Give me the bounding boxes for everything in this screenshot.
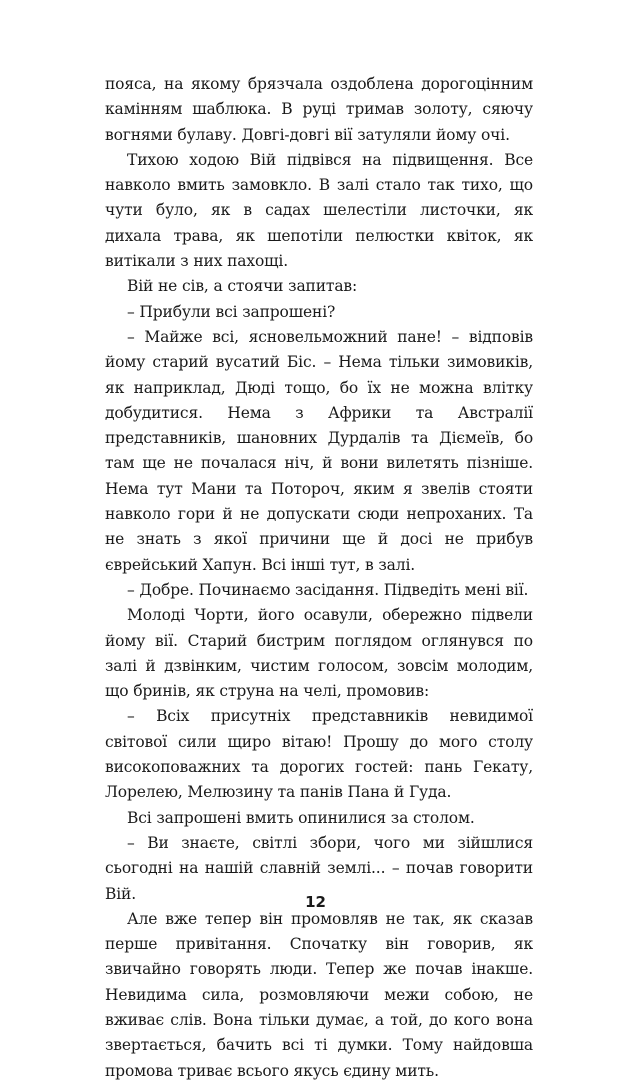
paragraph: – Ви знаєте, світлі збори, чого ми зійшлися сьогодні на нашій славній землі... – почав говорити Вій.	[105, 833, 533, 903]
paragraph: – Прибули всі запрошені?	[127, 302, 336, 321]
paragraph: Тихою ходою Вій підвівся на підвищення. Все навколо вмить замовкло. В залі стало так тихо, що чути було, як в садах шелестіли листочки, як дихала трава, як шепотіли пелюстки квіток, як витікали з них пахощі.	[105, 150, 533, 271]
paragraph: – Всіх присутніх представників невидимої світової сили щиро вітаю! Прошу до мого столу високоповажних та дорогих гостей: пань Гекату, Лорелею, Мелюзину та панів Пана й Гуда.	[105, 707, 533, 802]
paragraph: Всі запрошені вмить опинилися за столом.	[127, 808, 475, 827]
paragraph: – Добре. Починаємо засідання. Підведіть мені вії.	[127, 580, 529, 599]
paragraph: Молоді Чорти, його осавули, обережно підвели йому вії. Старий бистрим поглядом оглянувся по залі й дзвінким, чистим голосом, зовсім молодим, що бринів, як струна на челі, промовив:	[105, 606, 533, 701]
paragraph: – Майже всі, ясновельможний пане! – відповів йому старий вусатий Біс. – Нема тільки зимовиків, як наприклад, Дюді тощо, бо їх не можна влітку добудитися. Нема з Африки та Австралії представників, шановних Дурдалів та Діємеїв, бо там ще не почалася ніч, й вони вилетять пізніше. Нема тут Мани та Потороч, яким я звелів стояти навколо гори й не допускати сюди непроханих. Та не знать з якої причини ще й досі не прибув єврейський Хапун. Всі інші тут, в залі.	[105, 327, 533, 574]
body-text	[105, 72, 533, 1084]
paragraph: Вій не сів, а стоячи запитав:	[127, 277, 358, 296]
page-number: 12	[305, 893, 326, 911]
paragraph: Але вже тепер він промовляв не так, як сказав перше привітання. Спочатку він говорив, як звичайно говорять люди. Тепер же почав інакше. Невидима сила, розмовляючи межи собою, не вживає слів. Вона тільки думає, а той, до кого вона звертається, бачить всі ті думки. Тому найдовша промова триває всього якусь єдину мить.	[105, 909, 533, 1080]
paragraph: пояса, на якому брязчала оздоблена дорогоцінним камінням шаблюка. В руці тримав золоту, сяючу вогнями булаву. Довгі-довгі вії затуляли йому очі.	[105, 75, 533, 144]
